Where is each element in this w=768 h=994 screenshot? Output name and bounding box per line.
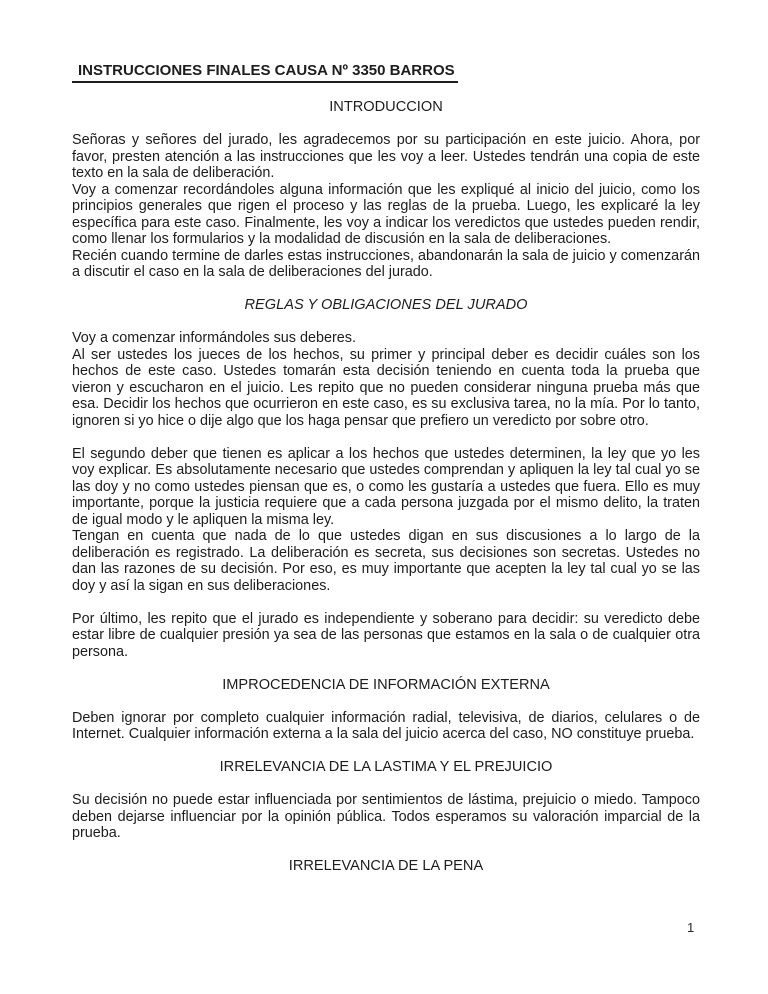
paragraph: Recién cuando termine de darles estas instrucciones, abandonarán la sala de juicio y comenzarán a discutir el caso en la sala de deliberaciones del jurado. — [72, 247, 700, 280]
document-content — [72, 63, 700, 875]
paragraph: Por último, les repito que el jurado es independiente y soberano para decidir: su veredicto debe estar libre de cualquier presión ya sea de las personas que estamos en la sala o de cualquier otra persona. — [72, 610, 700, 660]
paragraph: Su decisión no puede estar influenciada por sentimientos de lástima, prejuicio o miedo. Tampoco deben dejarse influenciar por la opinión pública. Todos esperamos su valoración imparcial de la prueba. — [72, 792, 700, 841]
document-title-text: INSTRUCCIONES FINALES CAUSA Nº 3350 BARROS — [72, 63, 458, 83]
paragraph: El segundo deber que tienen es aplicar a los hechos que ustedes determinen, la ley que yo les voy explicar. Es absolutamente necesario que ustedes comprendan y apliquen la ley tal cual yo se las doy y no como ustedes piensan que es, o como les gustaría a ustedes que fuera. Ello es muy importante, porque la justicia requiere que a cada persona juzgada por el mismo delito, la traten de igual modo y le apliquen la misma ley. — [72, 445, 700, 528]
page-number: 1 — [687, 920, 695, 935]
paragraph: Tengan en cuenta que nada de lo que ustedes digan en sus discusiones a lo largo de la deliberación es registrado. La deliberación es secreta, sus decisiones son secretas. Ustedes no dan las razones de su decisión. Por eso, es muy importante que acepten la ley tal cual yo se las doy y así la sigan en sus deliberaciones. — [72, 528, 700, 594]
paragraph: Voy a comenzar informándoles sus deberes. — [72, 330, 356, 346]
paragraph: Al ser ustedes los jueces de los hechos, su primer y principal deber es decidir cuáles son los hechos de este caso. Ustedes tomarán esta decisión teniendo en cuenta toda la prueba que vieron y escucharon en el juicio. Les repito que no pueden considerar ninguna prueba más que esa. Decidir los hechos que ocurrieron en este caso, es su exclusiva tarea, no la mía. Por lo tanto, ignoren si yo hice o dije algo que los haga pensar que prefiero un veredicto por sobre otro. — [72, 346, 700, 429]
paragraph: Deben ignorar por completo cualquier información radial, televisiva, de diarios, celulares o de Internet. Cualquier información externa a la sala del juicio acerca del caso, NO constituye prueba. — [72, 709, 700, 742]
section-heading-irrelevancia-lastima-prejuicio: IRRELEVANCIA DE LA LASTIMA Y EL PREJUICIO — [219, 759, 553, 775]
section-heading-reglas-y-obligaciones: REGLAS Y OBLIGACIONES DEL JURADO — [244, 297, 528, 313]
section-heading-improcedencia-informacion-externa: IMPROCEDENCIA DE INFORMACIÓN EXTERNA — [222, 676, 550, 693]
paragraph: Señoras y señores del jurado, les agradecemos por su participación en este juicio. Ahora, por favor, presten atención a las instrucciones que les voy a leer. Ustedes tendrán una copia de este texto en la sala de deliberación. — [72, 132, 700, 181]
document-title — [72, 63, 700, 83]
section-heading-introduccion: INTRODUCCION — [329, 99, 443, 115]
section-heading-irrelevancia-pena: IRRELEVANCIA DE LA PENA — [288, 858, 484, 874]
paragraph: Voy a comenzar recordándoles alguna información que les expliqué al inicio del juicio, como los principios generales que rigen el proceso y las reglas de la prueba. Luego, les explicaré la ley específica para este caso. Finalmente, les voy a indicar los veredictos que ustedes pueden rendir, como llenar los formularios y la modalidad de discusión en la sala de deliberaciones. — [72, 181, 700, 247]
